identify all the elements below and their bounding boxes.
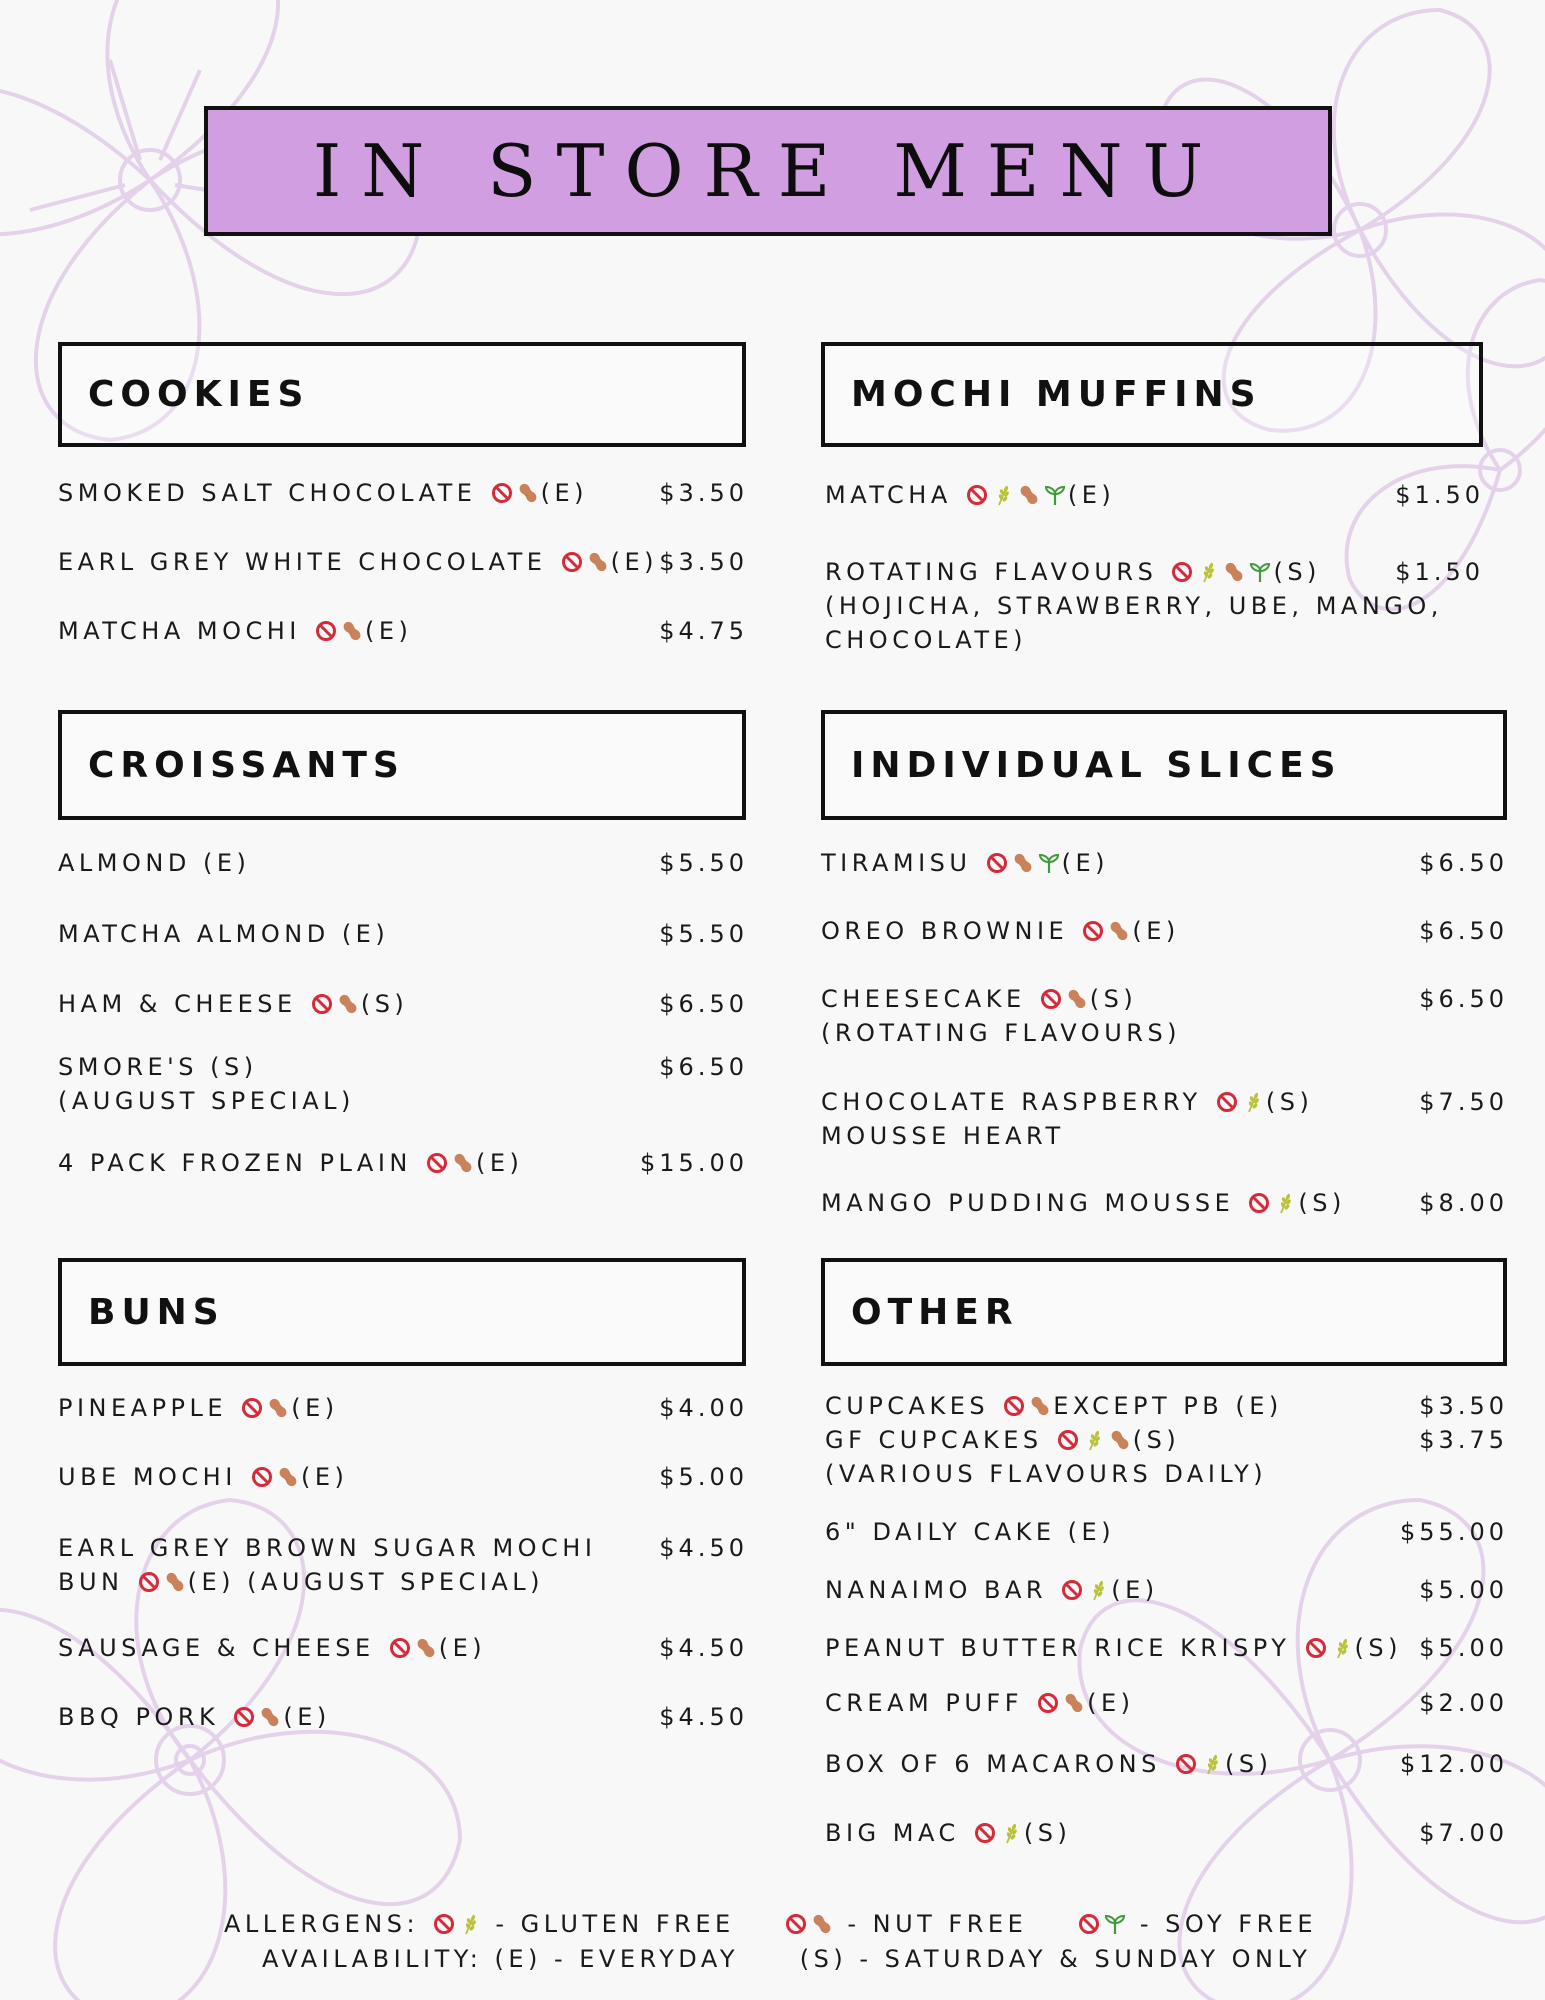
section-title: COOKIES [88,374,310,415]
menu-item-line [58,917,389,951]
section-heading-cookies [58,342,746,447]
menu-item [821,1085,1313,1153]
peanut-icon [1062,1691,1086,1715]
no-sign-icon [1039,987,1063,1011]
item-name-continued: (HOJICHA, STRAWBERRY, UBE, MANGO, [825,592,1443,620]
item-name: EARL GREY WHITE CHOCOLATE [58,548,547,576]
item-price: $6.50 [659,990,748,1018]
no-sign-icon [250,1465,274,1489]
item-price: $3.50 [659,548,748,576]
wheat-icon [991,483,1015,507]
no-sign-icon [985,851,1009,875]
no-sign-icon [973,1821,997,1845]
availability-legend [262,1942,1311,1976]
menu-title-banner [204,106,1332,236]
menu-item-line [821,846,1109,880]
menu-item-line [58,1531,596,1565]
item-name: EARL GREY BROWN SUGAR MOCHI [58,1534,597,1562]
no-sign-icon [490,481,514,505]
no-sign-icon [1174,1752,1198,1776]
wheat-icon [1082,1428,1106,1452]
item-name: OREO BROWNIE [821,917,1069,945]
item-name: CHOCOLATE RASPBERRY [821,1088,1202,1116]
section-heading-individual-slices [821,710,1507,820]
no-sign-icon [1060,1578,1084,1602]
menu-item-line [58,1460,348,1494]
menu-item-line [821,1119,1313,1153]
menu-item-line [825,1816,1071,1850]
item-name: MATCHA ALMOND (E) [58,920,390,948]
item-availability-tag: (S) [1023,1819,1072,1847]
menu-item [821,1186,1346,1220]
peanut-icon [1028,1394,1052,1418]
item-price: $6.50 [1419,849,1508,877]
menu-item-line [825,1631,1402,1665]
sprout-icon [1103,1912,1127,1936]
no-sign-icon [240,1396,264,1420]
peanut-icon [414,1636,438,1660]
item-price: $4.50 [659,1534,748,1562]
item-price: $1.50 [1395,481,1484,509]
peanut-icon [1107,919,1131,943]
menu-item [58,1050,355,1118]
wheat-icon [1086,1578,1110,1602]
item-name: PEANUT BUTTER RICE KRISPY [825,1634,1291,1662]
wheat-icon [1196,560,1220,584]
item-price: $4.50 [659,1634,748,1662]
menu-item [58,476,588,510]
no-sign-icon [1170,560,1194,584]
menu-item-line [825,1389,1283,1423]
nut-free-label: - NUT FREE [847,1910,1028,1938]
menu-item [825,478,1115,512]
item-availability-tag: EXCEPT PB (E) [1053,1392,1283,1420]
item-name-continued: CHOCOLATE) [825,626,1028,654]
menu-item-line [58,1565,596,1599]
no-sign-icon [784,1912,808,1936]
item-name: TIRAMISU [821,849,972,877]
item-name: SMOKED SALT CHOCOLATE [58,479,477,507]
item-name: SMORE'S (S) [58,1053,258,1081]
item-price: $1.50 [1395,558,1484,586]
item-availability-tag: (E) [1061,849,1109,877]
peanut-icon [1017,483,1041,507]
no-sign-icon [1247,1191,1271,1215]
item-availability-tag: (E) [283,1703,331,1731]
no-sign-icon [137,1570,161,1594]
item-name-continued: BUN [58,1568,124,1596]
sprout-icon [1037,851,1061,875]
item-price: $5.50 [659,849,748,877]
menu-item-line [825,1515,1115,1549]
item-availability-tag: (E) [476,1149,524,1177]
no-sign-icon [232,1705,256,1729]
menu-item [58,1531,596,1599]
peanut-icon [1011,851,1035,875]
item-availability-tag: (S) [1265,1088,1314,1116]
no-sign-icon [314,619,338,643]
item-price: $7.00 [1419,1819,1508,1847]
section-heading-croissants [58,710,746,820]
item-availability-tag: (E) [1111,1576,1159,1604]
everyday-label: (E) - EVERYDAY [494,1945,740,1973]
item-name: HAM & CHEESE [58,990,297,1018]
item-name: CHEESECAKE [821,985,1026,1013]
no-sign-icon [1077,1912,1101,1936]
menu-item-line [58,1146,523,1180]
section-title: BUNS [88,1291,225,1333]
item-name: GF CUPCAKES [825,1426,1043,1454]
allergens-legend [224,1907,1317,1941]
menu-item-line [825,1423,1267,1457]
menu-item [58,1146,523,1180]
item-price: $6.50 [1419,917,1508,945]
item-availability-tag: (S) [1132,1426,1181,1454]
item-price: $2.00 [1419,1689,1508,1717]
weekend-label: (S) - SATURDAY & SUNDAY ONLY [799,1945,1312,1973]
peanut-icon [163,1570,187,1594]
menu-item [58,846,250,880]
soy-free-label: - SOY FREE [1139,1910,1318,1938]
item-price: $6.50 [659,1053,748,1081]
section-title: MOCHI MUFFINS [851,374,1262,415]
menu-item [58,614,412,648]
menu-item [58,1391,339,1425]
menu-item-line [825,1747,1272,1781]
menu-item [825,1515,1115,1549]
menu-item-line [825,478,1115,512]
menu-item-line [821,982,1181,1016]
wheat-icon [999,1821,1023,1845]
peanut-icon [1222,560,1246,584]
menu-item-line [825,1457,1267,1491]
item-name: NANAIMO BAR [825,1576,1048,1604]
item-price: $6.50 [1419,985,1508,1013]
item-price: $4.75 [659,617,748,645]
no-sign-icon [1215,1090,1239,1114]
peanut-icon [451,1151,475,1175]
section-heading-other [821,1258,1507,1366]
no-sign-icon [1036,1691,1060,1715]
item-price: $4.00 [659,1394,748,1422]
wheat-icon [458,1912,482,1936]
item-name-continued: MOUSSE HEART [821,1122,1065,1150]
section-title: OTHER [851,1291,1019,1333]
item-price: $5.00 [659,1463,748,1491]
section-title: INDIVIDUAL SLICES [851,744,1342,786]
peanut-icon [810,1912,834,1936]
item-name-continued: (ROTATING FLAVOURS) [821,1019,1182,1047]
peanut-icon [266,1396,290,1420]
menu-item [58,1631,486,1665]
item-availability-tag: (E) [291,1394,339,1422]
item-price: $5.00 [1419,1576,1508,1604]
item-price: $3.50 [1419,1392,1508,1420]
no-sign-icon [1002,1394,1026,1418]
item-name-continued: (AUGUST SPECIAL) [58,1087,355,1115]
no-sign-icon [388,1636,412,1660]
availability-label: AVAILABILITY: [262,1945,483,1973]
menu-item [825,1423,1267,1491]
menu-item-line [58,614,412,648]
item-availability-tag: (E) [1087,1689,1135,1717]
item-availability-tag: (E) [1132,917,1180,945]
menu-item [821,846,1109,880]
peanut-icon [340,619,364,643]
menu-item [58,987,408,1021]
item-name: BOX OF 6 MACARONS [825,1750,1161,1778]
item-price: $12.00 [1400,1750,1508,1778]
item-name-continued: (VARIOUS FLAVOURS DAILY) [825,1460,1268,1488]
peanut-icon [258,1705,282,1729]
menu-item-line [58,1391,339,1425]
item-availability-tag: (S) [1089,985,1138,1013]
allergens-label: ALLERGENS: [224,1910,420,1938]
menu-item-line [821,914,1180,948]
menu-item-line [825,1686,1135,1720]
menu-item-line [825,589,1443,623]
item-availability-tag: (S) [1354,1634,1403,1662]
no-sign-icon [965,483,989,507]
peanut-icon [336,992,360,1016]
no-sign-icon [1081,919,1105,943]
item-price: $3.50 [659,479,748,507]
item-price: $7.50 [1419,1088,1508,1116]
wheat-icon [1200,1752,1224,1776]
peanut-icon [276,1465,300,1489]
gluten-free-label: - GLUTEN FREE [495,1910,735,1938]
item-availability-tag: (S) [1224,1750,1273,1778]
item-name: SAUSAGE & CHEESE [58,1634,375,1662]
item-name: BIG MAC [825,1819,960,1847]
no-sign-icon [560,550,584,574]
no-sign-icon [425,1151,449,1175]
menu-item-line [58,1700,331,1734]
menu-item-line [825,623,1443,657]
peanut-icon [586,550,610,574]
item-name: BBQ PORK [58,1703,220,1731]
no-sign-icon [1056,1428,1080,1452]
menu-item-line [58,476,588,510]
section-title: CROISSANTS [88,744,405,786]
menu-item-line [821,1085,1313,1119]
item-availability-tag: (E) [610,548,658,576]
item-availability-tag: (E) (AUGUST SPECIAL) [187,1568,545,1596]
item-name: UBE MOCHI [58,1463,237,1491]
menu-item [821,982,1181,1050]
peanut-icon [1108,1428,1132,1452]
menu-item-line [821,1016,1181,1050]
menu-item [58,1460,348,1494]
menu-item-line [58,1631,486,1665]
item-availability-tag: (S) [360,990,409,1018]
section-heading-mochi-muffins [821,342,1483,447]
menu-item [825,1573,1159,1607]
wheat-icon [1330,1636,1354,1660]
no-sign-icon [310,992,334,1016]
menu-item-line [58,1050,355,1084]
menu-item [821,914,1180,948]
wheat-icon [1273,1191,1297,1215]
item-availability-tag: (S) [1298,1189,1346,1217]
item-name: CREAM PUFF [825,1689,1023,1717]
item-price: $15.00 [640,1149,748,1177]
item-availability-tag: (E) [1067,481,1116,509]
menu-item-line [58,846,250,880]
item-price: $4.50 [659,1703,748,1731]
menu-item-line [58,1084,355,1118]
item-name: CUPCAKES [825,1392,990,1420]
no-sign-icon [432,1912,456,1936]
item-price: $8.00 [1419,1189,1508,1217]
peanut-icon [516,481,540,505]
item-name: 4 PACK FROZEN PLAIN [58,1149,412,1177]
item-name: MATCHA MOCHI [58,617,301,645]
menu-title: IN STORE MENU [312,129,1224,213]
section-heading-buns [58,1258,746,1366]
wheat-icon [1241,1090,1265,1114]
no-sign-icon [1304,1636,1328,1660]
menu-item [825,1816,1071,1850]
menu-item-line [821,1186,1346,1220]
peanut-icon [1065,987,1089,1011]
item-availability-tag: (E) [365,617,413,645]
menu-item [825,1389,1283,1423]
menu-item [58,917,389,951]
menu-item [825,1747,1272,1781]
sprout-icon [1248,560,1272,584]
menu-item [58,545,658,579]
item-name: MANGO PUDDING MOUSSE [821,1189,1235,1217]
item-name: 6" DAILY CAKE (E) [825,1518,1116,1546]
item-price: $5.00 [1419,1634,1508,1662]
item-price: $5.50 [659,920,748,948]
item-name: ALMOND (E) [58,849,251,877]
item-name: PINEAPPLE [58,1394,228,1422]
item-availability-tag: (E) [540,479,588,507]
item-price: $3.75 [1419,1426,1508,1454]
menu-item-line [58,545,658,579]
item-name: ROTATING FLAVOURS [825,558,1158,586]
menu-item-line [825,1573,1159,1607]
item-availability-tag: (E) [438,1634,487,1662]
item-availability-tag: (E) [300,1463,349,1491]
menu-item [58,1700,331,1734]
menu-item [825,1686,1135,1720]
item-availability-tag: (S) [1273,558,1321,586]
menu-item-line [58,987,408,1021]
item-price: $55.00 [1400,1518,1508,1546]
sprout-icon [1043,483,1067,507]
menu-item [825,1631,1402,1665]
item-name: MATCHA [825,481,952,509]
